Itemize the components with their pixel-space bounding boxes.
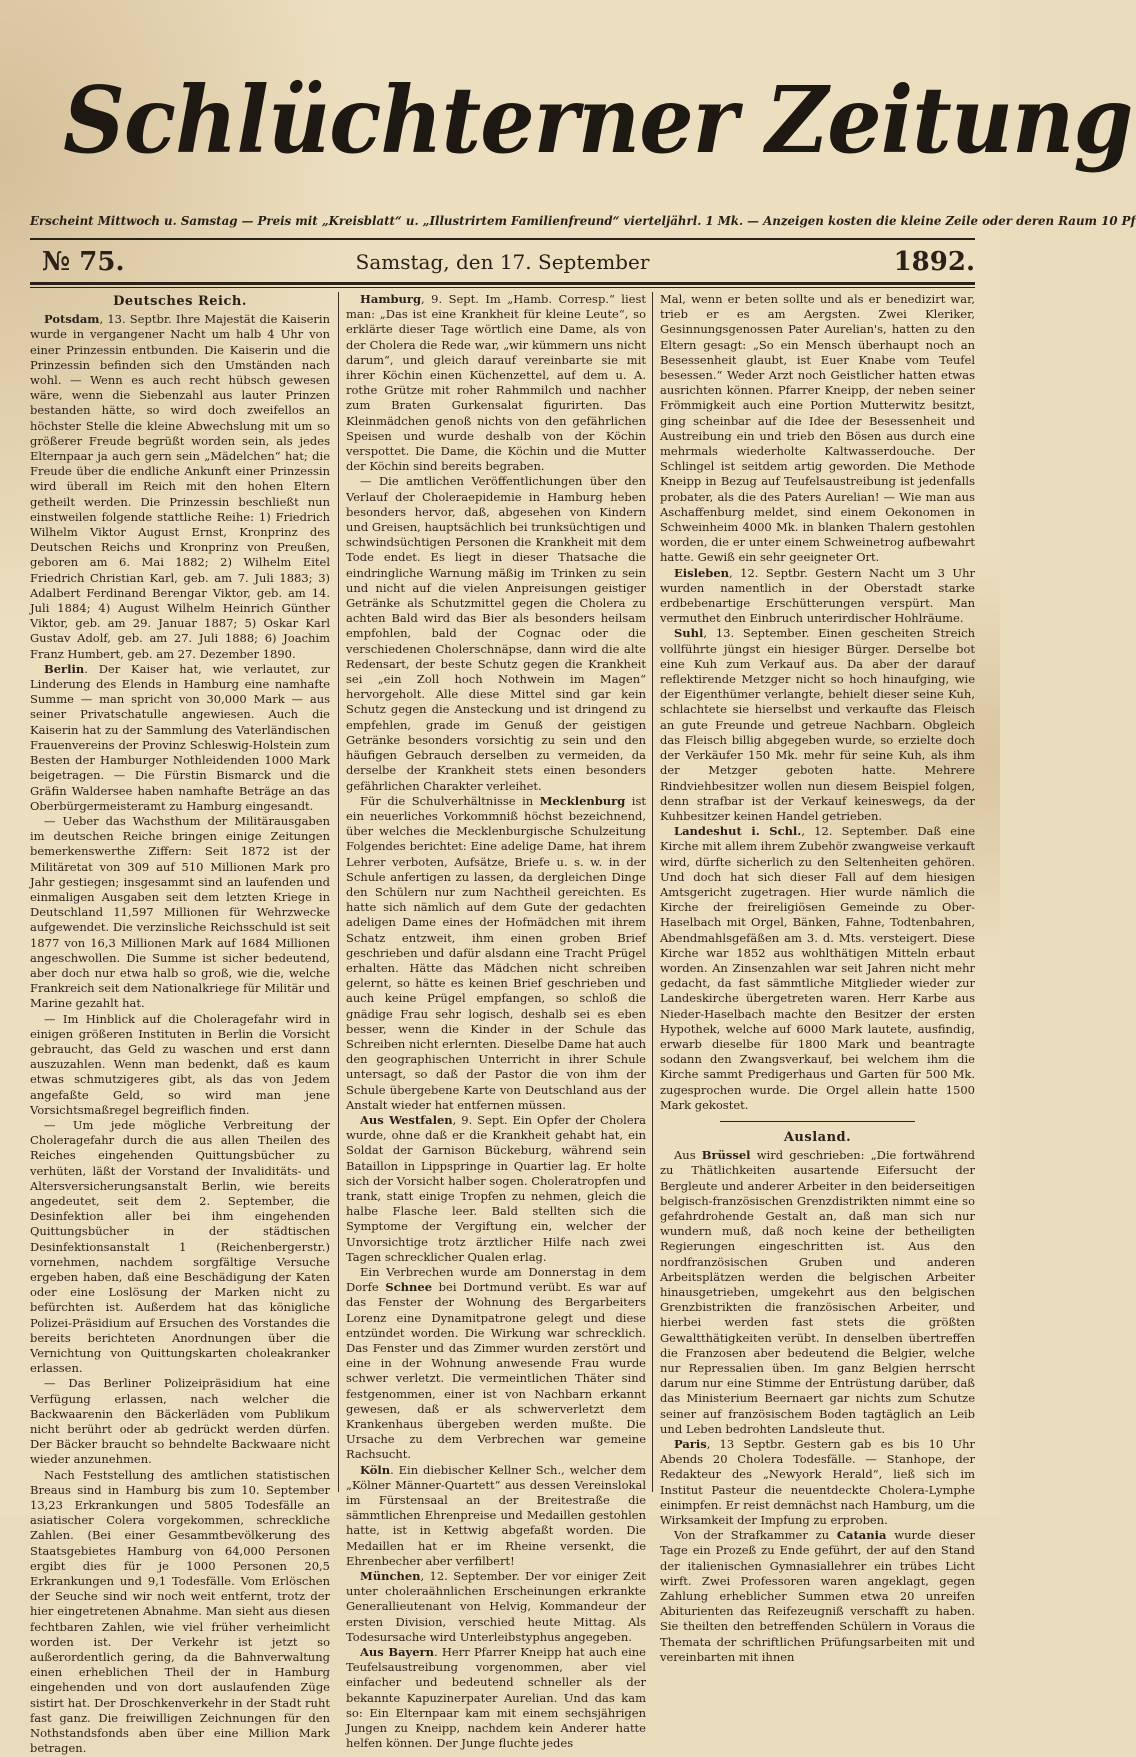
article-paragraph (346, 1569, 646, 1645)
dateline: Paris (674, 1437, 707, 1452)
article-paragraph: Mal, wenn er beten sollte und als er benedizirt war, trieb er es am Aergsten. Zwei Kleriker, Gesinnungsgenossen Pater Aurelian's, hatten zu den Eltern gesagt: „So ein Mensch überhaupt noch an Besessenheit glaubt, ist Euer Knabe vom Teufel besessen.“ Weder Arzt noch Geistlicher hatten etwas ausrichten können. Pfarrer Kneipp, der neben seiner Frömmigkeit auch eine Portion Mutterwitz besitzt, ging scheinbar auf die Idee der Besessenheit und Austreibung ein und trieb den Bösen aus durch eine mehrmals wiederholte Kaltwasserdouche. Der Schlingel ist seitdem artig geworden. Die Methode Kneipp in Bezug auf Teufelsaustreibung ist jedenfalls probater, als die des Paters Aurelian! — Wie man aus Aschaffenburg meldet, sind einem Oekonomen in Schweinheim 4000 Mk. in blanken Thalern gestohlen worden, die er unter einem Schweinetrog aufbewahrt hatte. Gewiß ein sehr geeigneter Ort. (660, 292, 975, 565)
article-paragraph (30, 662, 330, 814)
article-paragraph (346, 292, 646, 474)
article-paragraph: — Ueber das Wachsthum der Militärausgaben im deutschen Reiche bringen einige Zeitungen bemerkenswerthe Ziffern: Seit 1872 ist der Militäretat von 309 auf 510 Millionen Mark pro Jahr gestiegen; insgesammt sind an laufenden und einmaligen Ausgaben seit dem letzten Kriege in Deutschland 11,597 Millionen für Wehrzwecke aufgewendet. Die verzinsliche Reichsschuld ist seit 1877 von 16,3 Millionen Mark auf 1684 Millionen angeschwollen. Die Summe ist sicher bedeutend, aber doch nur etwa halb so groß, wie die, welche Frankreich seit dem Nationalkriege für Militär und Marine gezahlt hat. (30, 813, 330, 1011)
article-text: . Ein diebischer Kellner Sch., welcher dem „Kölner Männer-Quartett“ aus dessen Vereinslokal im Fürstensaal an der Breitestraße die sämmtlichen Ehrenpreise und Medaillen gestohlen hatte, ist in Kettwig abgefaßt worden. Die Medaillen hat er im Rheine versenkt, die Ehrenbecher aber verfilbert! (346, 1462, 646, 1568)
issue-row (30, 244, 975, 280)
article-paragraph (346, 1645, 646, 1751)
dateline: Mecklenburg (539, 793, 626, 808)
article-paragraph (660, 1148, 975, 1437)
article-text: , 13. September. Einen gescheiten Streich vollführte jüngst ein hiesiger Bürger. Derselbe bot eine Kuh zum Verkauf aus. Da aber der darauf reflektirende Metzger nicht so hoch hinaufging, wie der Eigenthümer verlangte, behielt dieser seine Kuh, schlachtete sie hierselbst und verkaufte das Fleisch an gute Freunde und getreue Nachbarn. Obgleich das Fleisch billig abgegeben wurde, so erzielte doch der Verkäufer 150 Mk. mehr für seine Kuh, als ihm der Metzger geboten hatte. Mehrere Rindviehbesitzer wollen nun diesem Beispiel folgen, denn strafbar ist der Verkauf keineswegs, da der Kuhbesitzer keinen Handel getrieben. (660, 626, 975, 823)
article-paragraph (660, 824, 975, 1113)
dateline: Suhl (674, 626, 704, 641)
dateline: Eisleben (674, 565, 730, 580)
dateline: Aus Westfalen (360, 1112, 453, 1127)
divider-rule (30, 282, 975, 285)
article-paragraph (346, 1463, 646, 1569)
article-paragraph: — Die amtlichen Veröffentlichungen über den Verlauf der Choleraepidemie in Hamburg heben besonders hervor, daß, abgesehen von Kindern und Greisen, hauptsächlich bei trunksüchtigen und schwindsüchtigen Personen die Krankheit mit dem Tode endet. Es liegt in dieser Thatsache die eindringliche Warnung mäßig im Trinken zu sein und nicht auf die vielen Anpreisungen geistiger Getränke als Schutzmittel gegen die Cholera zu achten Bald wird das Bier als besonders heilsam empfohlen, bald der Cognac oder die verschiedenen Cholerschnäpse, dann wird die alte Redensart, der beste Schutz gegen die Krankheit sei „ein Zoll hoch Nothwein im Magen“ hervorgeholt. Alle diese Mittel sind gar kein Schutz gegen die Ansteckung und ist dringend zu empfehlen, grade im Genuß der geistigen Getränke besonders vorsichtig zu sein und den häufigen Gebrauch derselben zu vermeiden, da derselbe der Krankheit stets einen besonders gefährlichen Charakter verleihet. (346, 474, 646, 793)
section-heading: Deutsches Reich. (113, 294, 247, 309)
article-paragraph: — Um jede mögliche Verbreitung der Choleragefahr durch die aus allen Theilen des Reiches eingehenden Quittungsbücher zu verhüten, läßt der Vorstand der Invaliditäts- und Altersversicherungsanstalt Berlin, wie bereits angedeutet, seit dem 2. September, die Desinfektion aller bei ihm eingehenden Quittungsbücher in der städtischen Desinfektionsanstalt 1 (Reichenbergerstr.) vornehmen, nachdem sorgfältige Versuche ergeben haben, daß eine Beschädigung der Katen oder eine Loslösung der Marken nicht zu befürchten ist. Außerdem hat das königliche Polizei-Präsidium auf Ersuchen des Vorstandes die bereits berichteten Anordnungen über die Vernichtung von Quittungskarten choleakranker erlassen. (30, 1117, 330, 1376)
article-text: , 12. September. Der vor einiger Zeit unter choleraähnlichen Erscheinungen erkrankte Generallieutenant von Helvig, Kommandeur der ersten Division, verschied heute Mittag. Als Todesursache wird Unterleibstyphus angegeben. (346, 1569, 646, 1644)
article-text: wurde dieser Tage ein Prozeß zu Ende geführt, der auf den Stand der italienischen Gymnasiallehrer ein trübes Licht wirft. Zwei Professoren waren angeklagt, gegen Zahlung erheblicher Summen etwa 20 unreifen Abiturienten das Reifezeugniß verschafft zu haben. Sie theilten den betreffenden Schülern in Voraus die Themata der schriftlichen Prüfungsarbeiten mit und vereinbarten mit ihnen (660, 1528, 975, 1664)
column-1 (30, 292, 330, 1756)
article-text: wird geschrieben: „Die fortwährend zu Thätlichkeiten ausartende Eifersucht der Bergleute und anderer Arbeiter in den beiderseitigen belgisch-französischen Grenzdistrikten nimmt eine so gefahrdrohende Gestalt an, daß man sich nur wundern muß, daß noch keine der betheiligten Regierungen eingeschritten ist. Aus den nordfranzösischen Gruben und anderen Arbeitsplätzen werden die belgischen Arbeiter hinausgetrieben, umgekehrt aus den belgischen Grenzbistrikten die französischen Arbeiter, und hierbei werden fast stets die größten Gewaltthätigkeiten verübt. In denselben übertreffen die Franzosen aber bedeutend die Belgier, welche nur Repressalien üben. Im ganz Belgien herrscht darum nur eine Stimme der Entrüstung darüber, daß das Ministerium Beernaert gar nichts zum Schutze seiner auf französischem Boden tagtäglich an Leib und Leben bedrohten Landsleute thut. (660, 1148, 975, 1436)
article-text: , 9. Sept. Ein Opfer der Cholera wurde, ohne daß er die Krankheit gehabt hat, ein Soldat der Garnison Bückeburg, während sein Bataillon in Lippspringe in Quartier lag. Er holte sich der Vorsicht halber sogen. Choleratropfen und trank, statt einige Tropfen zu nehmen, gleich die halbe Flasche leer. Bald stellten sich die Symptome der Vergiftung ein, welcher der Unvorsichtige trotz ärztlicher Hilfe nach zwei Tagen schrecklicher Qualen erlag. (346, 1112, 646, 1264)
divider-rule (30, 238, 975, 240)
article-text: Für die Schulverhältnisse in (360, 793, 540, 808)
dateline: Brüssel (701, 1148, 751, 1163)
section-divider (720, 1121, 915, 1122)
issue-number: № 75. (42, 247, 125, 277)
dateline: München (360, 1569, 421, 1584)
article-paragraph (30, 312, 330, 662)
article-paragraph: Nach Feststellung des amtlichen statistischen Breaus sind in Hamburg bis zum 10. September 13,23 Erkrankungen und 5805 Todesfälle an asiatischer Colera vorgekommen, schreckliche Zahlen. (Bei einer Gesammtbevölkerung des Staatsgebietes Hamburg von 64,000 Personen ergibt dies für je 1000 Personen 20,5 Erkrankungen und 9,1 Todesfälle. Vom Erlöschen der Seuche sind wir noch weit entfernt, trotz der hier eingetretenen Abnahme. Man sieht aus diesen fechtbaren Zahlen, wie viel früher verheimlicht worden ist. Der Verkehr ist jetzt so außerordentlich gering, da die Bahnverwaltung einen erheblichen Theil der in Hamburg eingehenden und von dort auslaufenden Züge sistirt hat. Der Droschkenverkehr in der Stadt ruht fast ganz. Die freiwilligen Zeichnungen für den Nothstandsfonds aben über eine Million Mark betragen. (30, 1467, 330, 1756)
article-paragraph (660, 1437, 975, 1528)
section-heading: Ausland. (783, 1129, 852, 1145)
dateline: Hamburg (360, 292, 421, 306)
subscription-line: Erscheint Mittwoch u. Samstag — Preis mit „Kreisblatt“ u. „Illustrirtem Familienfreund“ vierteljährl. 1 Mk. — Anzeigen kosten die kleine Zeile oder deren Raum 10 Pf (30, 214, 1136, 228)
divider-rule (30, 287, 975, 288)
article-text: Aus (674, 1148, 702, 1163)
issue-date: Samstag, den 17. September (355, 250, 650, 274)
article-paragraph (660, 566, 975, 627)
dateline: Landeshut i. Schl. (674, 824, 802, 839)
dateline: Schnee (385, 1280, 433, 1295)
article-paragraph (660, 626, 975, 824)
masthead-title: Schlüchterner Zeitung (63, 66, 1133, 174)
article-paragraph (346, 794, 646, 1113)
article-text: . Der Kaiser hat, wie verlautet, zur Linderung des Elends in Hamburg eine namhafte Summe — man spricht von 30,000 Mark — aus seiner Privatschatulle angewiesen. Auch die Kaiserin hat zu der Sammlung des Vaterländischen Frauenvereins der Provinz Schleswig-Holstein zum Besten der Hamburger Nothleidenden 1000 Mark beigetragen. — Die Fürstin Bismarck und die Gräfin Waldersee haben namhafte Beträge an das Oberbürgermeisteramt zu Hamburg eingesandt. (30, 661, 330, 813)
article-paragraph: — Im Hinblick auf die Choleragefahr wird in einigen größeren Instituten in Berlin die Vorsicht gebraucht, das Geld zu waschen und erst dann auszuzahlen. Wenn man bedenkt, daß es kaum etwas schmutzigeres gibt, als das von Jedem angefaßte Geld, so wird man jene Vorsichtsmaßregel begreiflich finden. (30, 1011, 330, 1117)
dateline: Berlin (44, 661, 85, 676)
column-2 (346, 292, 646, 1751)
article-text: , 9. Sept. Im „Hamb. Corresp.“ liest man: „Das ist eine Krankheit für kleine Leute“, so erklärte dieser Tage wörtlich eine Dame, als von der Cholera die Rede war, „wir kümmern uns nicht darum“, und gleich darauf vereinbarte sie mit ihrer Köchin einen Küchenzettel, auf dem u. A. rothe Grütze mit roher Rahmmilch und nachher zum Braten Gurkensalat figurirten. Das Kleinmädchen genoß nichts von den gefährlichen Speisen und wurde deshalb von der Köchin verspottet. Die Dame, die Köchin und die Mutter der Köchin sind bereits begraben. (346, 292, 646, 474)
article-paragraph (660, 1528, 975, 1665)
column-divider (652, 292, 653, 1492)
article-text: , 13 Septbr. Gestern gab es bis 10 Uhr Abends 20 Cholera Todesfälle. — Stanhope, der Redakteur des „Newyork Herald“, ließ sich im Institut Pasteur die neuentdeckte Cholera-Lymphe einimpfen. Er reist demnächst nach Hamburg, um die Wirksamkeit der Impfung zu erproben. (660, 1437, 975, 1528)
article-paragraph (346, 1265, 646, 1463)
article-text: Ein Verbrechen wurde am Donnerstag in dem Dorfe (346, 1265, 646, 1295)
dateline: Catania (836, 1528, 887, 1543)
article-text: ist ein neuerliches Vorkommniß höchst bezeichnend, über welches die Mecklenburgische Schulzeitung Folgendes berichtet: Eine adelige Dame, hat ihrem Lehrer verboten, Aufsätze, Briefe u. s. w. in der Schule anfertigen zu lassen, da dergleichen Dinge den Schülern nur zum Nachtheil gereichten. Es hatte sich nämlich auf dem Gute der gedachten adeligen Dame eines der Hofmädchen mit ihrem Schatz entzweit, ihm einen groben Brief geschrieben und dafür alsdann eine Tracht Prügel erhalten. Hätte das Mädchen nicht schreiben gelernt, so hätte es keinen Brief geschrieben und auch keine Prügel empfangen, so schloß die gnädige Frau sehr logisch, deshalb sei es eben besser, wenn die Kinder in der Schule das Schreiben nicht erlernten. Dieselbe Dame hat auch den geographischen Unterricht in ihrer Schule untersagt, so daß der Pastor die von ihm der Schule übergebene Karte von Deutschland aus der Anstalt wieder hat entfernen müssen. (346, 793, 646, 1112)
issue-year: 1892. (893, 247, 975, 277)
article-text: , 13. Septbr. Ihre Majestät die Kaiserin wurde in vergangener Nacht um halb 4 Uhr von einer Prinzessin entbunden. Die Kaiserin und die Prinzessin befinden sich den Umständen nach wohl. — Wenn es auch recht hübsch gewesen wäre, wenn die Siebenzahl aus lauter Prinzen bestanden hätte, so wird doch zweifellos an höchster Stelle die kleine Abwechslung mit um so größerer Freude begrüßt worden sein, als jedes Elternpaar ja auch gern sein „Mädelchen“ hat; die Freude über die endliche Ankunft einer Prinzessin wird überall im Reich mit den hohen Eltern getheilt werden. Die Prinzessin beschließt nun einstweilen folgende stattliche Reihe: 1) Friedrich Wilhelm Viktor August Ernst, Kronprinz des Deutschen Reichs und Kronprinz von Preußen, geboren am 6. Mai 1882; 2) Wilhelm Eitel Friedrich Christian Karl, geb. am 7. Juli 1883; 3) Adalbert Ferdinand Berengar Viktor, geb. am 14. Juli 1884; 4) August Wilhelm Heinrich Günther Viktor, geb. am 29. Januar 1887; 5) Oskar Karl Gustav Adolf, geb. am 27. Juli 1888; 6) Joachim Franz Humbert, geb. am 27. Dezember 1890. (30, 312, 330, 661)
article-text: , 12. September. Daß eine Kirche mit allem ihrem Zubehör zwangweise verkauft wird, dürfte sicherlich zu den Seltenheiten gehören. Und doch hat sich dieser Fall auf dem hiesigen Amtsgericht zugetragen. Hier wurde nämlich die Kirche der freireligiösen Gemeinde zu Ober-Haselbach mit Orgel, Bänken, Fahne, Todtenbahren, Abendmahlsgefäßen am 3. d. Mts. versteigert. Diese Kirche war 1852 aus wohlthätigen Mitteln erbaut worden. An Zinsenzahlen war seit Jahren nicht mehr gedacht, da fast sämmtliche Mitglieder wieder zur Landeskirche übergetreten waren. Herr Karbe aus Nieder-Haselbach machte den Besitzer der ersten Hypothek, welche auf 6000 Mark lautete, ausfindig, erwarb dieselbe für 1800 Mark und beantragte sodann den Zwangsverkauf, bei welchem ihm die Kirche sammt Predigerhaus und Garten für 500 Mk. zugesprochen wurde. Die Orgel allein hatte 1500 Mark gekostet. (660, 824, 975, 1112)
column-3 (660, 292, 975, 1664)
article-paragraph: — Das Berliner Polizeipräsidium hat eine Verfügung erlassen, nach welcher die Backwaarenin den Bäckerläden vom Publikum nicht berührt oder ab gedrückt werden dürfen. Der Bäcker braucht so behndelte Backwaare nicht wieder anzunehmen. (30, 1376, 330, 1467)
article-paragraph (346, 1113, 646, 1265)
article-text: , 12. Septbr. Gestern Nacht um 3 Uhr wurden namentlich in der Oberstadt starke erdbebenartige Erschütterungen verspürt. Man vermuthet den Einbruch unterirdischer Hohlräume. (660, 565, 975, 626)
article-text: bei Dortmund verübt. Es war auf das Fenster der Wohnung des Bergarbeiters Lorenz eine Dynamitpatrone gelegt und diese entzündet worden. Die Wirkung war schrecklich. Das Fenster und das Zimmer wurden zerstört und eine in der Wohnung anwesende Frau wurde schwer verletzt. Die vermeintlichen Thäter sind festgenommen, einer ist von Nachbarn erkannt gewesen, daß er als schwerverletzt dem Krankenhaus übergeben werden mußte. Die Ursache zu dem Verbrechen war gemeine Rachsucht. (346, 1280, 646, 1462)
article-text: . Herr Pfarrer Kneipp hat auch eine Teufelsaustreibung vorgenommen, aber viel einfacher und bedeutend schneller als der bekannte Kapuzinerpater Aurelian. Und das kam so: Ein Elternpaar kam mit einem sechsjährigen Jungen zu Kneipp, nachdem kein Anderer hatte helfen können. Der Junge fluchte jedes (346, 1645, 646, 1751)
article-text: Von der Strafkammer zu (674, 1528, 837, 1543)
dateline: Aus Bayern (360, 1645, 434, 1660)
dateline: Köln (360, 1462, 391, 1477)
dateline: Potsdam (44, 312, 100, 327)
column-divider (338, 292, 339, 1492)
